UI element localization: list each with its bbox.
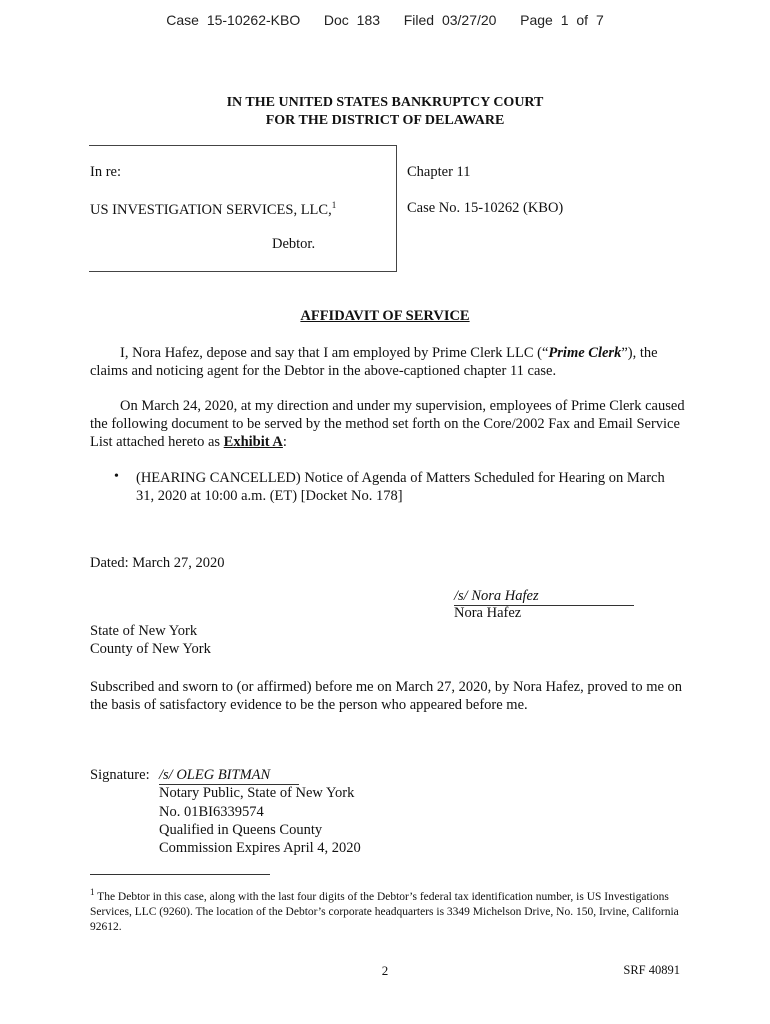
debtor-name	[90, 200, 336, 219]
jurat-paragraph: Subscribed and sworn to (or affirmed) before me on March 27, 2020, by Nora Hafez, proved to me on the basis of satisfactory evidence to be the person who appeared before me.	[90, 679, 683, 713]
stamp-doc: Doc 183	[323, 12, 381, 28]
chapter-label: Chapter 11	[407, 164, 471, 180]
served-document: (HEARING CANCELLED) Notice of Agenda of Matters Scheduled for Hearing on March 31, 2020 at 10:00 a.m. (ET) [Docket No. 178]	[136, 470, 665, 504]
in-re-label: In re:	[90, 164, 121, 180]
venue-county: County of New York	[90, 641, 211, 657]
filing-stamp	[0, 12, 770, 28]
paragraph-1-start: I, Nora Hafez, depose and say that I am employed by Prime Clerk LLC (“	[120, 345, 549, 361]
affiant-name: Nora Hafez	[454, 605, 522, 621]
footnote-text: The Debtor in this case, along with the last four digits of the Debtor’s federal tax identification number, is US Investigations Services, LLC (9260). The location of the Debtor’s corporate headquarters is 3349 Michelson Drive, No. 150, Irvine, California 92612.	[90, 890, 679, 933]
notary-commission: Commission Expires April 4, 2020	[159, 840, 361, 856]
debtor-name-text: US INVESTIGATION SERVICES, LLC,	[90, 201, 332, 218]
stamp-case: Case 15-10262-KBO	[166, 12, 301, 28]
case-number: Case No. 15-10262 (KBO)	[407, 200, 564, 216]
paragraph-1	[90, 344, 690, 380]
footnote-mark: 1	[90, 887, 95, 897]
notary-county: Qualified in Queens County	[159, 822, 323, 838]
exhibit-a-reference: Exhibit A	[223, 434, 283, 450]
court-name-line2: FOR THE DISTRICT OF DELAWARE	[265, 113, 505, 128]
affiant-signature: /s/ Nora Hafez	[454, 588, 539, 604]
dated-line: Dated: March 27, 2020	[90, 555, 225, 571]
footnote-1	[90, 885, 690, 935]
stamp-page: Page 1 of 7	[520, 12, 604, 28]
affiant-signature-line	[454, 588, 634, 606]
document-title: AFFIDAVIT OF SERVICE	[300, 308, 470, 324]
venue-state: State of New York	[90, 623, 198, 639]
prime-clerk-defined-term: Prime Clerk	[548, 345, 622, 361]
srf-number: SRF 40891	[623, 963, 680, 977]
notary-signature-label: Signature:	[90, 767, 150, 783]
court-name-line1: IN THE UNITED STATES BANKRUPTCY COURT	[226, 95, 544, 110]
paragraph-1-end: ”), the claims and noticing agent for the Debtor in the above-captioned chapter 11 case.	[90, 345, 658, 379]
footnote-ref[interactable]: 1	[331, 200, 337, 210]
paragraph-2	[90, 397, 690, 451]
notary-signature: /s/ OLEG BITMAN	[159, 767, 271, 783]
notary-signature-line	[159, 767, 299, 785]
page-number: 2	[381, 963, 389, 978]
footnote-divider	[90, 874, 270, 875]
paragraph-2-end: :	[282, 434, 287, 450]
stamp-filed: Filed 03/27/20	[403, 12, 497, 28]
bullet-icon: •	[114, 469, 119, 484]
notary-number: No. 01BI6339574	[159, 804, 264, 820]
debtor-label: Debtor.	[272, 236, 316, 252]
notary-title: Notary Public, State of New York	[159, 785, 355, 801]
paragraph-2-start: On March 24, 2020, at my direction and under my supervision, employees of Prime Clerk caused the following document to be served by the method set forth on the Core/2002 Fax and Email Service List attached hereto as	[90, 398, 685, 450]
